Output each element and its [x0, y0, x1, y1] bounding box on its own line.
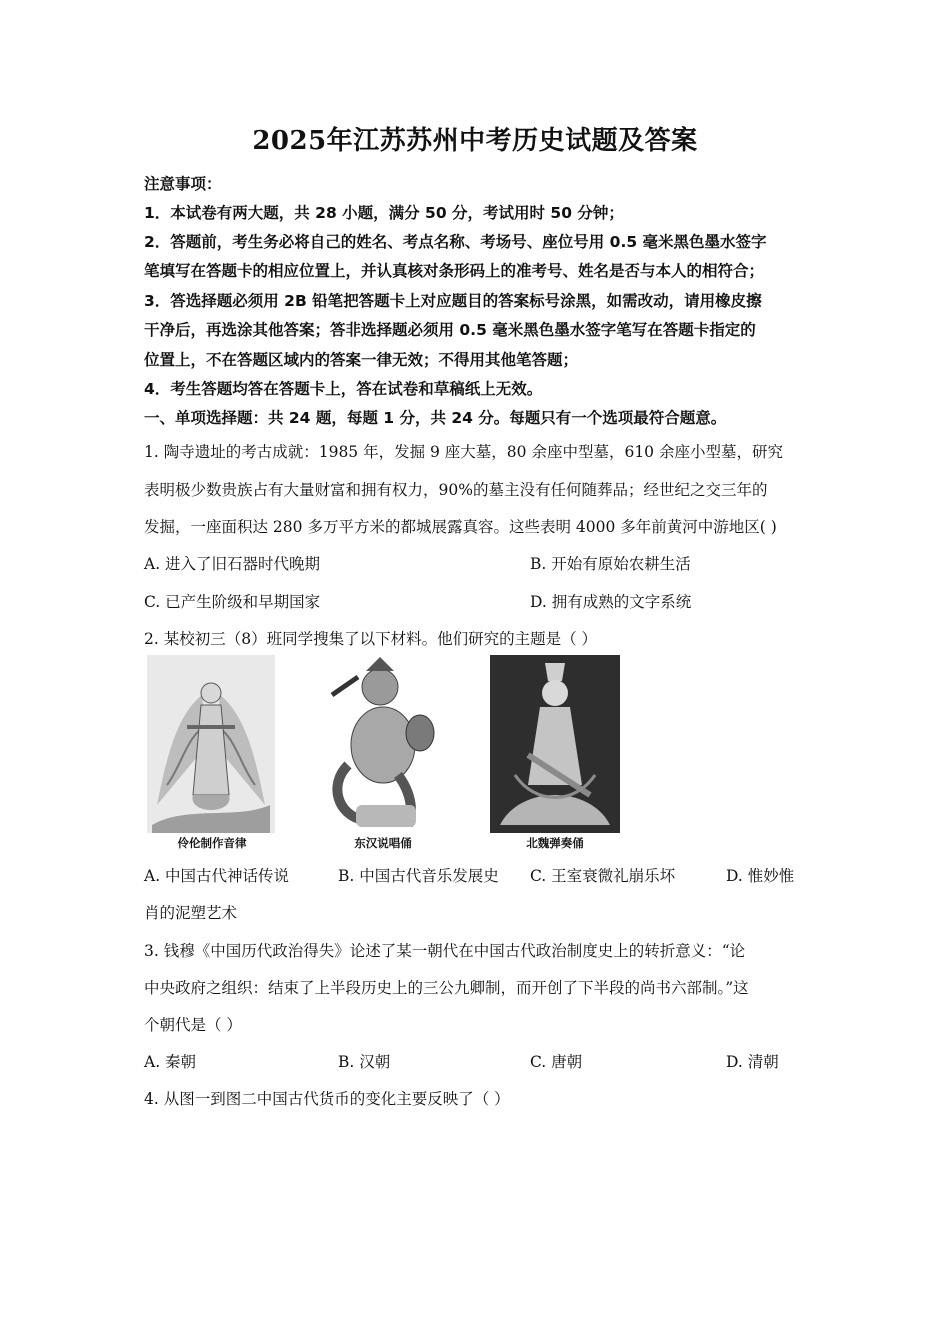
q1-stem-line: 发掘，一座面积达 280 多万平方米的都城展露真容。这些表明 4000 多年前黄河中游地区( ) — [144, 518, 777, 536]
figure-caption: 伶伦制作音律 — [177, 836, 247, 850]
notice-line: 干净后，再选涂其他答案；答非选择题必须用 0.5 毫米黑色墨水签字笔写在答题卡指定的 — [144, 321, 756, 339]
notice-heading: 注意事项： — [144, 175, 222, 193]
q2-option-d: D. 惟妙惟 — [726, 867, 795, 885]
shuochang-figurine — [318, 655, 448, 833]
q3-option-b: B. 汉朝 — [338, 1053, 391, 1071]
linglun-illustration — [147, 655, 275, 833]
q2-option-d-continued: 肖的泥塑艺术 — [144, 904, 238, 922]
q2-stem: 2. 某校初三（8）班同学搜集了以下材料。他们研究的主题是（ ） — [144, 630, 598, 648]
q3-stem-line: 中央政府之组织：结束了上半段历史上的三公九卿制，而开创了下半段的尚书六部制。”这 — [144, 979, 749, 997]
q2-option-a: A. 中国古代神话传说 — [144, 867, 290, 885]
q4-stem: 4. 从图一到图二中国古代货币的变化主要反映了（ ） — [144, 1090, 510, 1108]
figure-caption: 东汉说唱俑 — [354, 836, 412, 850]
q1-option-d: D. 拥有成熟的文字系统 — [530, 593, 692, 611]
page-title: 2025年江苏苏州中考历史试题及答案 — [252, 126, 698, 156]
q1-stem-line: 表明极少数贵族占有大量财富和拥有权力，90%的墓主没有任何随葬品；经世纪之交三年的 — [144, 481, 768, 499]
q1-option-b: B. 开始有原始农耕生活 — [530, 555, 691, 573]
notice-line: 1．本试卷有两大题，共 28 小题，满分 50 分，考试用时 50 分钟； — [144, 204, 624, 222]
q3-stem-line: 个朝代是（ ） — [144, 1016, 242, 1034]
q2-option-b: B. 中国古代音乐发展史 — [338, 867, 499, 885]
notice-line: 笔填写在答题卡的相应位置上，并认真核对条形码上的准考号、姓名是否与本人的相符合； — [144, 262, 765, 280]
q3-stem-line: 3. 钱穆《中国历代政治得失》论述了某一朝代在中国古代政治制度史上的转折意义：“论 — [144, 942, 746, 960]
figure-tanzou — [490, 655, 620, 855]
notice-line: 位置上，不在答题区域内的答案一律无效；不得用其他笔答题； — [144, 351, 579, 369]
figure-shuochang — [318, 655, 448, 855]
q3-option-d: D. 清朝 — [726, 1053, 779, 1071]
section-heading: 一、单项选择题：共 24 题，每题 1 分，共 24 分。每题只有一个选项最符合题意。 — [144, 409, 727, 427]
figure-caption: 北魏弹奏俑 — [526, 836, 584, 850]
notice-line: 4．考生答题均答在答题卡上，答在试卷和草稿纸上无效。 — [144, 380, 543, 398]
q1-option-a: A. 进入了旧石器时代晚期 — [144, 555, 321, 573]
notice-line: 2．答题前，考生务必将自己的姓名、考点名称、考场号、座位号用 0.5 毫米黑色墨水签字 — [144, 233, 767, 251]
q3-option-c: C. 唐朝 — [530, 1053, 583, 1071]
q1-stem-line: 1. 陶寺遗址的考古成就：1985 年，发掘 9 座大墓，80 余座中型墓，610 余座小型墓，研究 — [144, 443, 783, 461]
figure-linglun — [147, 655, 277, 855]
notice-line: 3．答选择题必须用 2B 铅笔把答题卡上对应题目的答案标号涂黑，如需改动，请用橡皮擦 — [144, 292, 762, 310]
q1-option-c: C. 已产生阶级和早期国家 — [144, 593, 321, 611]
q3-option-a: A. 秦朝 — [144, 1053, 197, 1071]
q2-option-c: C. 王室衰微礼崩乐坏 — [530, 867, 676, 885]
tanzou-figurine — [490, 655, 620, 833]
